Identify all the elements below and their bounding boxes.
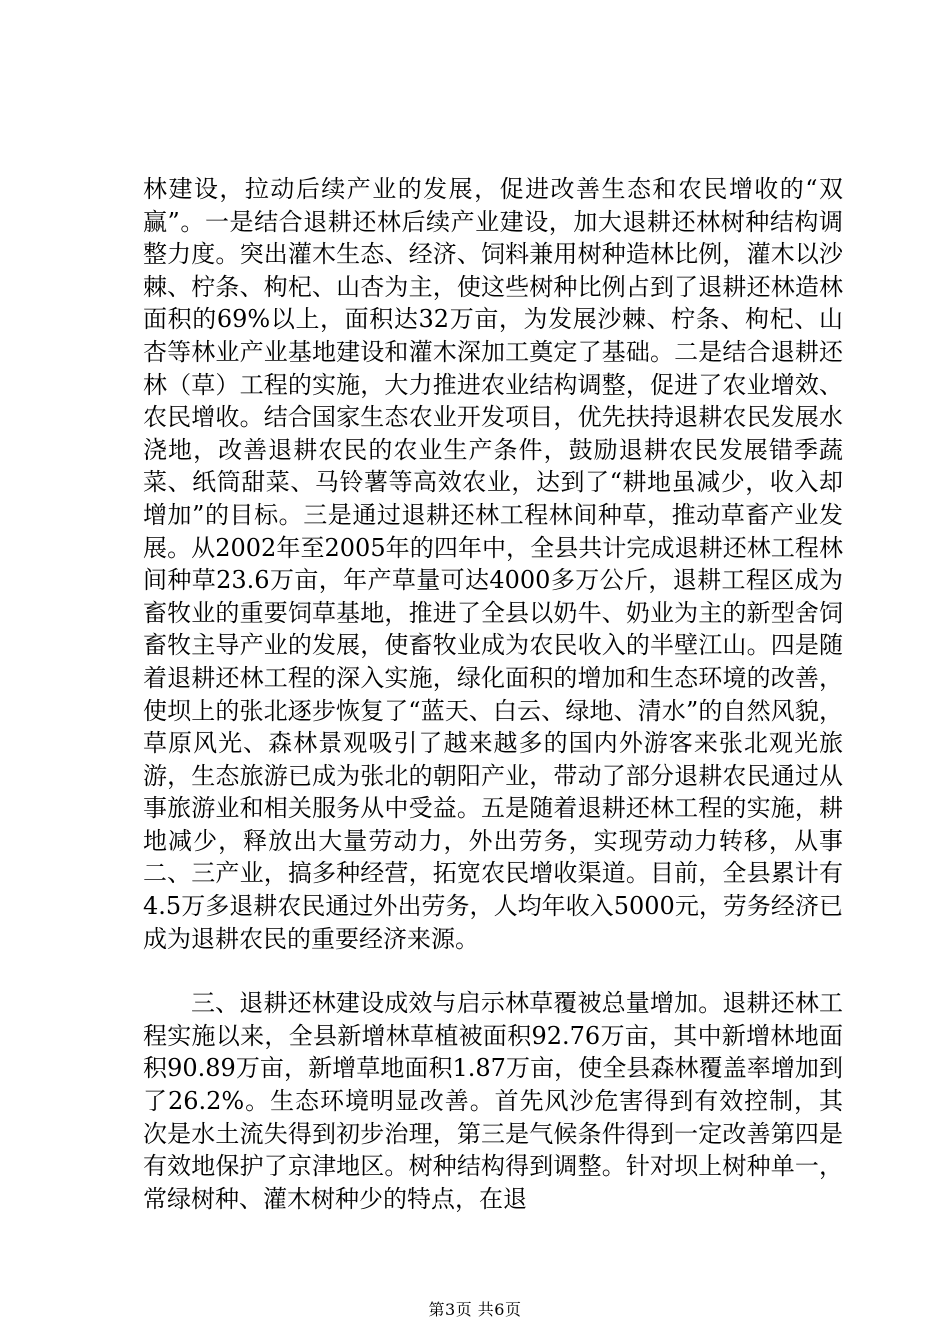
paragraph-section-three: 三、退耕还林建设成效与启示林草覆被总量增加。退耕还林工程实施以来，全县新增林草植被面积92.76万亩，其中新增林地面积90.89万亩，新增草地面积1.87万亩，使全县森林覆盖率增加到了26.2%。生态环境明显改善。首先风沙危害得到有效控制，其次是水土流失得到初步治理，第三是气候条件得到一定改善第四是有效地保护了京津地区。树种结构得到调整。针对坝上树种单一，常绿树种、灌木树种少的特点，在退 <box>143 989 843 1213</box>
paragraph-continuation: 林建设，拉动后续产业的发展，促进改善生态和农民增收的“双赢”。一是结合退耕还林后续产业建设，加大退耕还林树种结构调整力度。突出灌木生态、经济、饲料兼用树种造林比例，灌木以沙棘、柠条、枸杞、山杏为主，使这些树种比例占到了退耕还林造林面积的69%以上，面积达32万亩，为发展沙棘、柠条、枸杞、山杏等林业产业基地建设和灌木深加工奠定了基础。二是结合退耕还林（草）工程的实施，大力推进农业结构调整，促进了农业增效、农民增收。结合国家生态农业开发项目，优先扶持退耕农民发展水浇地，改善退耕农民的农业生产条件，鼓励退耕农民发展错季蔬菜、纸筒甜菜、马铃薯等高效农业，达到了“耕地虽减少，收入却增加”的目标。三是通过退耕还林工程林间种草，推动草畜产业发展。从2002年至2005年的四年中，全县共计完成退耕还林工程林间种草23.6万亩，年产草量可达4000多万公斤，退耕工程区成为畜牧业的重要饲草基地，推进了全县以奶牛、奶业为主的新型舍饲畜牧主导产业的发展，使畜牧业成为农民收入的半壁江山。四是随着退耕还林工程的深入实施，绿化面积的增加和生态环境的改善，使坝上的张北逐步恢复了“蓝天、白云、绿地、清水”的自然风貌，草原风光、森林景观吸引了越来越多的国内外游客来张北观光旅游，生态旅游已成为张北的朝阳产业，带动了部分退耕农民通过从事旅游业和相关服务从中受益。五是随着退耕还林工程的实施，耕地减少，释放出大量劳动力，外出劳务，实现劳动力转移，从事二、三产业，搞多种经营，拓宽农民增收渠道。目前，全县累计有4.5万多退耕农民通过外出劳务，人均年收入5000元，劳务经济已成为退耕农民的重要经济来源。 <box>143 175 843 953</box>
page-footer: 第3页 共6页 <box>428 1300 522 1319</box>
document-body <box>143 173 843 1215</box>
